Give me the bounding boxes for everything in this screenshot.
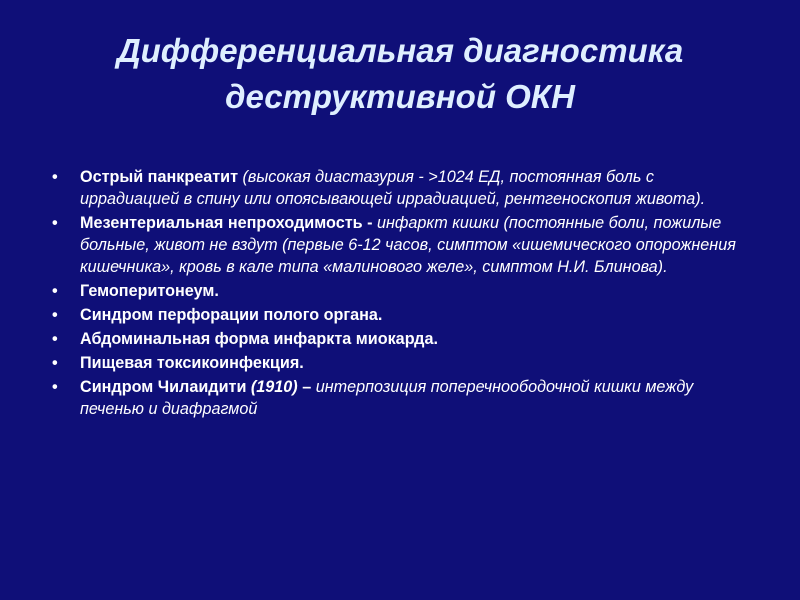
bullet-bold-text: Пищевая токсикоинфекция. [80, 354, 304, 372]
bullet-item-acute-pancreatitis [52, 166, 757, 210]
bullet-italic-text: интерпозиция поперечноободочной кишки между печенью и диафрагмой [80, 378, 694, 418]
bullet-icon: • [52, 168, 58, 186]
bullet-bold-text: Гемоперитонеум. [80, 282, 219, 300]
bullet-bold-text: Синдром перфорации полого органа. [80, 306, 383, 324]
bullet-bold-text: Острый панкреатит [80, 168, 239, 186]
bullet-bold-text: Мезентериальная непроходимость - [80, 214, 373, 232]
bullet-bold-text-2: – [297, 378, 312, 396]
bullet-item-mesenteric-obstruction [52, 212, 757, 278]
bullet-icon: • [52, 354, 58, 372]
bullet-icon: • [52, 378, 58, 396]
bullet-icon: • [52, 282, 58, 300]
bullet-icon: • [52, 214, 58, 232]
bullet-item-perforation-syndrome [52, 304, 757, 326]
bullet-item-hemoperitoneum [52, 280, 757, 302]
bullet-italic-text: (высокая диастазурия - >1024 ЕД, постоянная боль с иррадиацией в спину или опоясывающей иррадиацией, рентгеноскопия живота). [80, 168, 706, 208]
bullet-item-food-toxicoinfection [52, 352, 757, 374]
slide-title [0, 28, 800, 120]
slide-title-line-1: Дифференциальная диагностика [116, 32, 684, 69]
bullet-item-abdominal-mi [52, 328, 757, 350]
bullet-italic-text: инфаркт кишки (постоянные боли, пожилые больные, живот не вздут (первые 6-12 часов, симптом «ишемического опорожнения кишечника», кровь в кале типа «малинового желе», симптом Н.И. Блинова). [80, 214, 736, 276]
bullet-list [52, 166, 757, 422]
bullet-icon: • [52, 330, 58, 348]
bullet-bold-text: Синдром Чилаидити [80, 378, 247, 396]
bullet-bold-italic-text: (1910) [246, 378, 298, 396]
slide-title-line-2: деструктивной ОКН [225, 78, 575, 115]
bullet-item-chilaiditi-syndrome [52, 376, 757, 420]
bullet-bold-text: Абдоминальная форма инфаркта миокарда. [80, 330, 438, 348]
bullet-icon: • [52, 306, 58, 324]
